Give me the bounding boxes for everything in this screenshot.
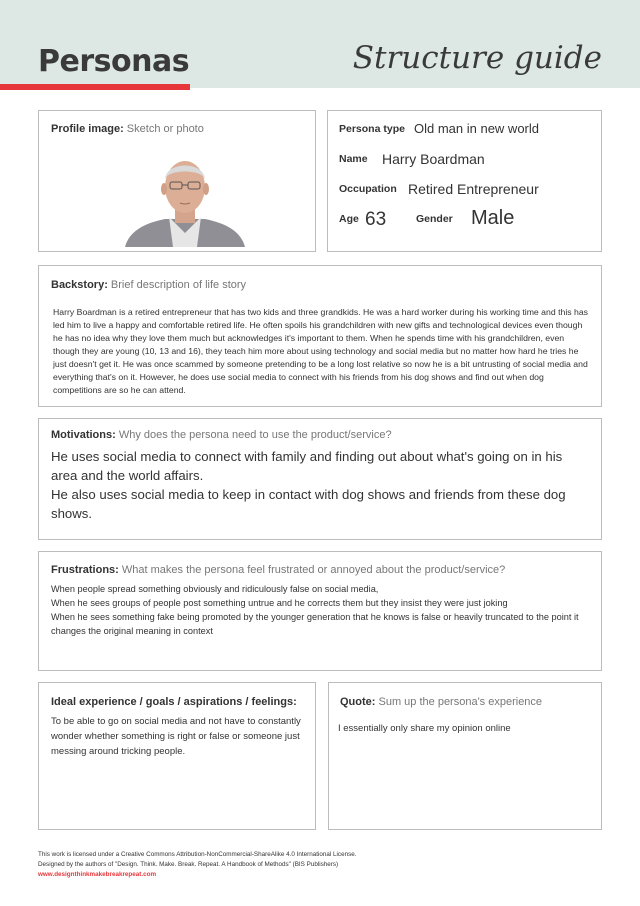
profile-label: Profile image: Sketch or photo [51,123,204,135]
motivations-text [51,447,591,523]
persona-type-label: Persona type [339,123,405,135]
frustration-line: When he sees groups of people post something untrue and he corrects them but they insist they were just joking [51,598,508,608]
backstory-text: Harry Boardman is a retired entrepreneur that has two kids and three grandkids. He was a hard worker during his working time and this has led him to live a happy and comfortable retired life. He often spoils his grandchildren with new gifts and technological devices even though he has no idea why they love them much but acknowledges it's important to them. When he spends time with his grandchildren, even though they are young (10, 13 and 16), they teach him more about using technology and social media but no matter how hard he tries he just doesn't get it. He was once scammed by someone pretending to be a long lost relative so now he is a bit untrusting of social media and everything that's on it. However, he does use social media to connect with his friends from his dog shows and find out when dog competitions are so he can attend. [53,307,589,395]
credits-text: Designed by the authors of "Design. Think. Make. Break. Repeat. A Handbook of Methods" (BIS Publishers) [38,861,339,868]
gender-label: Gender [416,213,453,225]
motivations-section [38,418,602,540]
name-label: Name [339,153,368,165]
age-value: 63 [365,209,387,230]
ideal-label: Ideal experience / goals / aspirations / feelings: [51,696,297,708]
backstory-label: Backstory: Brief description of life story [51,279,247,291]
quote-section [328,682,602,830]
frustrations-section [38,551,602,671]
backstory-section [38,265,602,407]
license-text: This work is licensed under a Creative Commons Attribution-NonCommercial-ShareAlike 4.0 International License. [38,851,357,858]
header-banner [0,0,640,88]
motivations-label: Motivations: Why does the persona need to use the product/service? [51,429,392,441]
motivation-line: He also uses social media to keep in contact with dog shows and friends from these dog shows. [51,487,566,521]
ideal-experience-section [38,682,316,830]
page-title: Personas [38,44,190,79]
occupation-label: Occupation [339,183,397,195]
footer [38,850,598,880]
name-value: Harry Boardman [382,151,485,167]
quote-label: Quote: Sum up the persona's experience [340,696,543,708]
persona-photo [123,151,247,247]
occupation-value: Retired Entrepreneur [408,181,539,197]
persona-details-section [327,110,602,252]
motivation-line: He uses social media to connect with family and finding out about what's going on in his area and the world affairs. [51,449,563,483]
website-link[interactable]: www.designthinkmakebreakrepeat.com [38,871,157,878]
profile-image-section [38,110,316,252]
title-underline [0,84,190,90]
persona-type-value: Old man in new world [414,121,539,136]
page-subtitle: Structure guide [352,40,602,76]
age-label: Age [339,213,359,225]
quote-text: I essentially only share my opinion online [338,723,511,734]
gender-value: Male [471,207,515,229]
frustration-line: When he sees something fake being promoted by the younger generation that he knows is false or heavily truncated to the point it changes the original meaning in context [51,612,579,636]
frustration-line: When people spread something obviously and ridiculously false on social media, [51,584,379,594]
ideal-text: To be able to go on social media and not have to constantly wonder whether something is right or false or someone just messing around tricking people. [51,716,301,757]
frustrations-text [51,582,596,638]
frustrations-label: Frustrations: What makes the persona feel frustrated or annoyed about the product/service? [51,564,506,576]
